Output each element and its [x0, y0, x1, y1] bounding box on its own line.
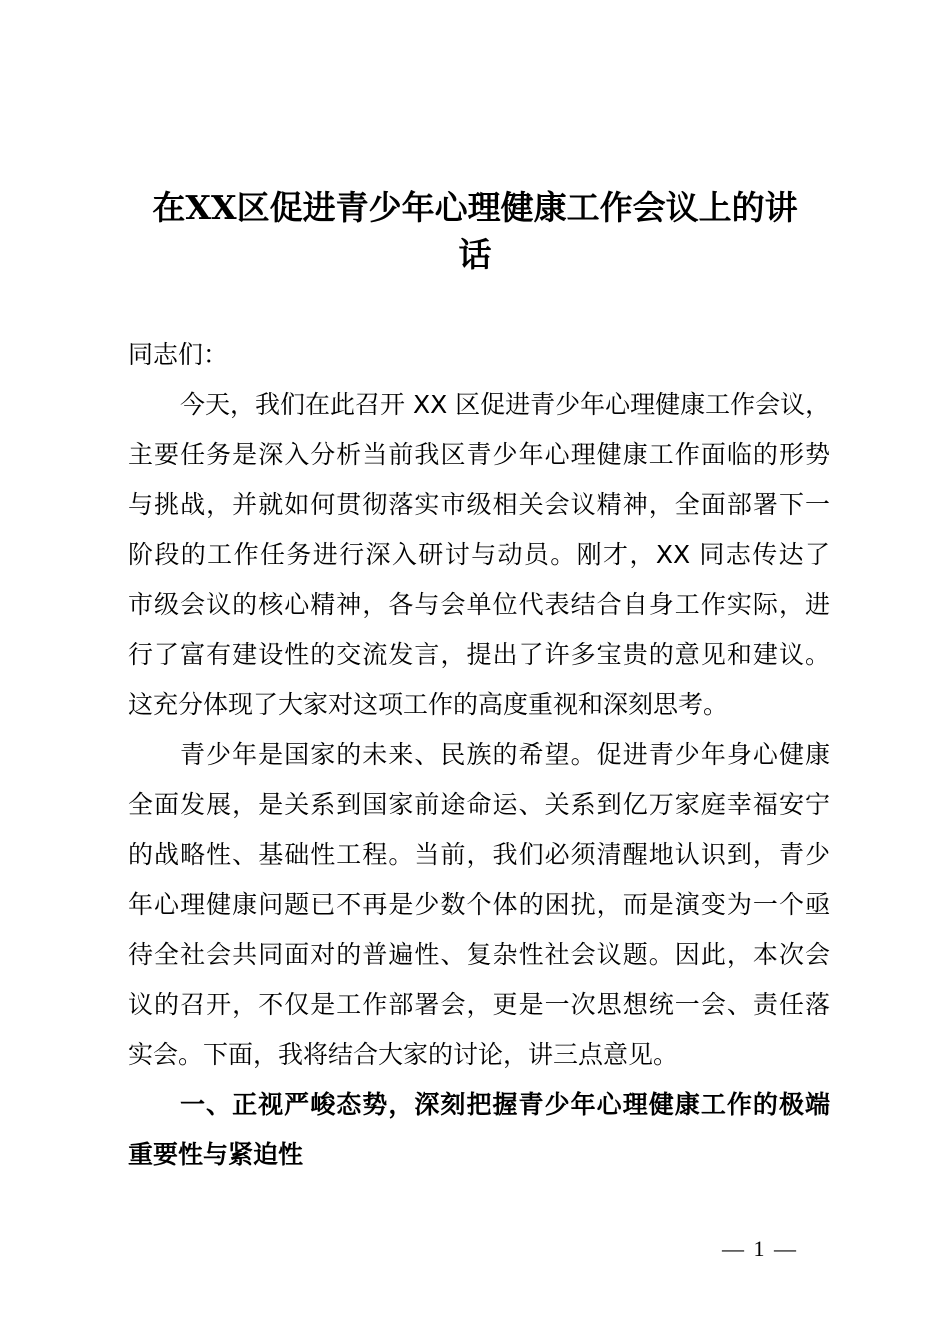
text-line: 市级会议的核心精神，各与会单位代表结合自身工作实际，进 — [128, 590, 830, 619]
text-line: 今天，我们在此召开 XX 区促进青少年心理健康工作会议， — [180, 390, 831, 419]
text-line: 这充分体现了大家对这项工作的高度重视和深刻思考。 — [128, 690, 729, 719]
text-line: 与挑战，并就如何贯彻落实市级相关会议精神，全面部署下一 — [128, 490, 830, 519]
text-line: 的战略性、基础性工程。当前，我们必须清醒地认识到，青少 — [128, 840, 830, 869]
text-line: 议的召开，不仅是工作部署会，更是一次思想统一会、责任落 — [128, 990, 830, 1019]
salutation: 同志们： — [128, 340, 229, 369]
document-title — [100, 184, 850, 278]
text-line: 待全社会共同面对的普遍性、复杂性社会议题。因此，本次会 — [128, 940, 830, 969]
title-line: 话 — [458, 235, 492, 274]
document-body — [128, 334, 830, 1184]
paragraph-1 — [128, 384, 830, 734]
heading-line: 重要性与紧迫性 — [128, 1140, 304, 1169]
text-line: 阶段的工作任务进行深入研讨与动员。刚才，XX 同志传达了 — [128, 540, 830, 569]
paragraph-2 — [128, 734, 830, 1084]
page-number: — 1 — — [722, 1236, 798, 1261]
title-line: 在XX区促进青少年心理健康工作会议上的讲 — [152, 188, 798, 227]
text-line: 主要任务是深入分析当前我区青少年心理健康工作面临的形势 — [128, 440, 830, 469]
text-line: 青少年是国家的未来、民族的希望。促进青少年身心健康 — [180, 740, 830, 769]
text-line: 行了富有建设性的交流发言，提出了许多宝贵的意见和建议。 — [128, 640, 830, 669]
section-heading-1 — [128, 1084, 830, 1184]
heading-line: 一、正视严峻态势，深刻把握青少年心理健康工作的极端 — [180, 1090, 830, 1119]
text-line: 实会。下面，我将结合大家的讨论，讲三点意见。 — [128, 1040, 679, 1069]
text-line: 年心理健康问题已不再是少数个体的困扰，而是演变为一个亟 — [128, 890, 830, 919]
text-line: 全面发展，是关系到国家前途命运、关系到亿万家庭幸福安宁 — [128, 790, 830, 819]
